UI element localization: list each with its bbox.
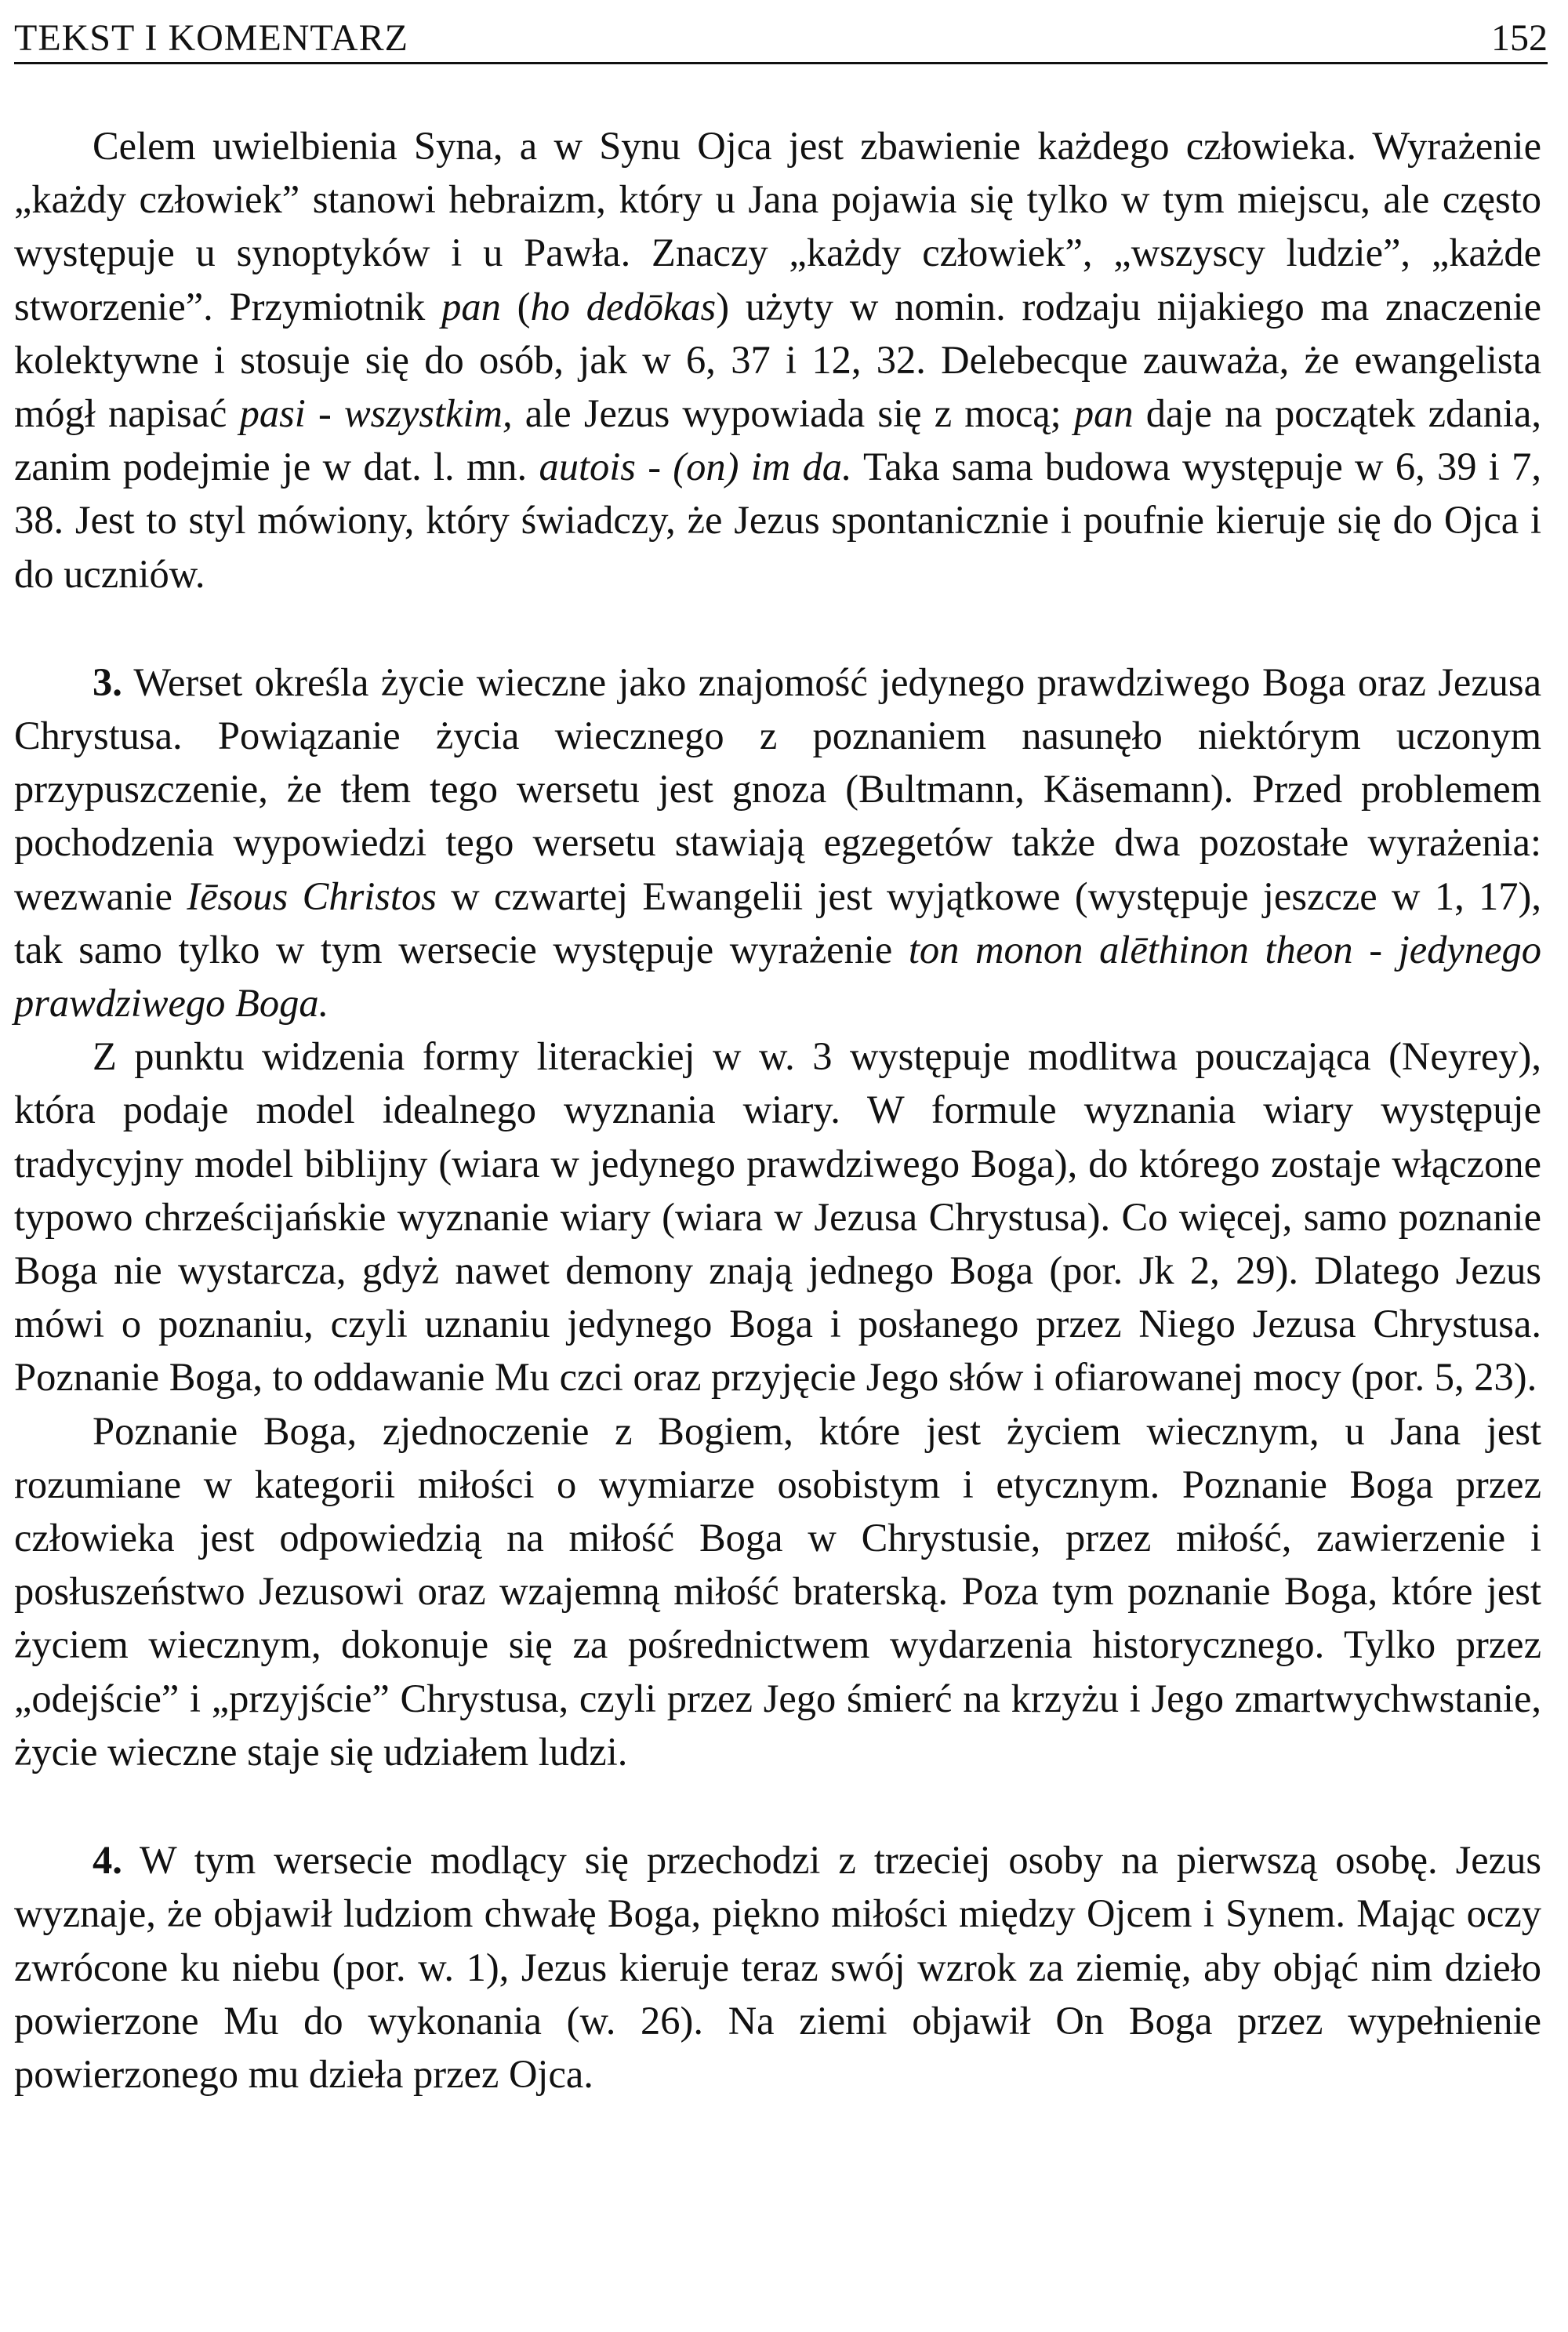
verse-number: 4. [93, 1838, 122, 1883]
paragraph-literary-form: Z punktu widzenia formy literackiej w w. 3 występuje modlitwa pouczająca (Neyrey), która podaje model idealnego wyznania wiary. W formule wyznania wiary występuje tradycyjny model biblijny (wiara w jedynego prawdziwego Boga), do którego zostaje włączone typowo chrześcijańskie wyznanie wiary (wiara w Jezusa Chrystusa). Co więcej, samo poznanie Boga nie wystarcza, gdyż nawet demony znają jednego Boga (por. Jk 2, 29). Dlatego Jezus mówi o poznaniu, czyli uznaniu jedynego Boga i posłanego przez Niego Jezusa Chrystusa. Poznanie Boga, to oddawanie Mu czci oraz przyjęcie Jego słów i ofiarowanej mocy (por. 5, 23). [14, 1034, 1541, 1400]
text-run: w czwartej Ewangelii jest wyjątkowe (występuje jeszcze w 1, 17), tak samo tylko w tym wersecie występuje wyrażenie [14, 874, 1541, 972]
italic-term: pasi - wszystkim, [239, 391, 513, 436]
running-header [14, 0, 1548, 64]
body-text [14, 64, 1548, 2101]
italic-term: ton monon alēthinon theon - jedynego prawdziwego Boga. [14, 927, 1541, 1026]
verse-number: 3. [93, 659, 122, 704]
italic-term: pan [441, 284, 501, 329]
italic-term: pan [1073, 391, 1134, 436]
text-run: Celem uwielbienia Syna, a w Synu Ojca jest zbawienie każdego człowieka. Wyrażenie „każdy człowiek” stanowi hebraizm, który u Jana pojawia się tylko w tym miejscu, ale często występuje u synoptyków i u Pawła. Znaczy „każdy człowiek”, „wszyscy ludzie”, „każde stworzenie”. Przymiotnik [14, 124, 1541, 329]
paragraph-verse-3 [14, 656, 1541, 1030]
section-spacer [14, 1778, 1541, 1833]
section-spacer [14, 601, 1541, 656]
paragraph-verse-4 [14, 1833, 1541, 2101]
text-run: W tym wersecie modlący się przechodzi z trzeciej osoby na pierwszą osobę. Jezus wyznaje, że objawił ludziom chwałę Boga, piękno miłości między Ojcem i Synem. Mając oczy zwrócone ku niebu (por. w. 1), Jezus kieruje teraz swój wzrok za ziemię, aby objąć nim dzieło powierzone Mu do wykonania (w. 26). Na ziemi objawił On Boga przez wypełnienie powierzonego mu dzieła przez Ojca. [14, 1838, 1541, 2096]
text-run: ale Jezus wypowiada się z mocą; [512, 391, 1074, 436]
text-run: daje na początek zdania, zanim podejmie je w dat. l. mn. [14, 391, 1541, 489]
text-run: Werset określa życie wieczne jako znajomość jedynego prawdziwego Boga oraz Jezusa Chrystusa. Powiązanie życia wiecznego z poznaniem nasunęło niektórym uczonym przypuszczenie, że tłem tego wersetu jest gnoza (Bultmann, Käsemann). Przed problemem pochodzenia wypowiedzi tego wersetu stawiają egzegetów także dwa pozostałe wyrażenia: wezwanie [14, 659, 1541, 918]
paragraph-continuation [14, 119, 1541, 601]
italic-term: autois - (on) im da. [539, 445, 852, 489]
paragraph-knowledge-of-god: Poznanie Boga, zjednoczenie z Bogiem, które jest życiem wiecznym, u Jana jest rozumiane w kategorii miłości o wymiarze osobistym i etycznym. Poznanie Boga przez człowieka jest odpowiedzią na miłość Boga w Chrystusie, przez miłość, zawierzenie i posłuszeństwo Jezusowi oraz wzajemną miłość braterską. Poza tym poznanie Boga, które jest życiem wiecznym, dokonuje się za pośrednictwem wydarzenia historycznego. Tylko przez „odejście” i „przyjście” Chrystusa, czyli przez Jego śmierć na krzyżu i Jego zmartwychwstanie, życie wieczne staje się udziałem ludzi. [14, 1408, 1541, 1774]
text-run: Taka sama budowa występuje w 6, 39 i 7, 38. Jest to styl mówiony, który świadczy, że Jezus spontanicznie i poufnie kieruje się do Ojca i do uczniów. [14, 445, 1541, 596]
running-title: TEKST I KOMENTARZ [14, 17, 408, 59]
italic-term: Iēsous Christos [187, 874, 437, 918]
text-run: ( [500, 284, 531, 329]
text-run: ) użyty w nomin. rodzaju nijakiego ma znaczenie kolektywne i stosuje się do osób, jak w 6, 37 i 12, 32. Delebecque zauważa, że ewangelista mógł napisać [14, 284, 1541, 436]
page-number: 152 [1491, 17, 1548, 59]
italic-term: ho dedōkas [530, 284, 717, 329]
